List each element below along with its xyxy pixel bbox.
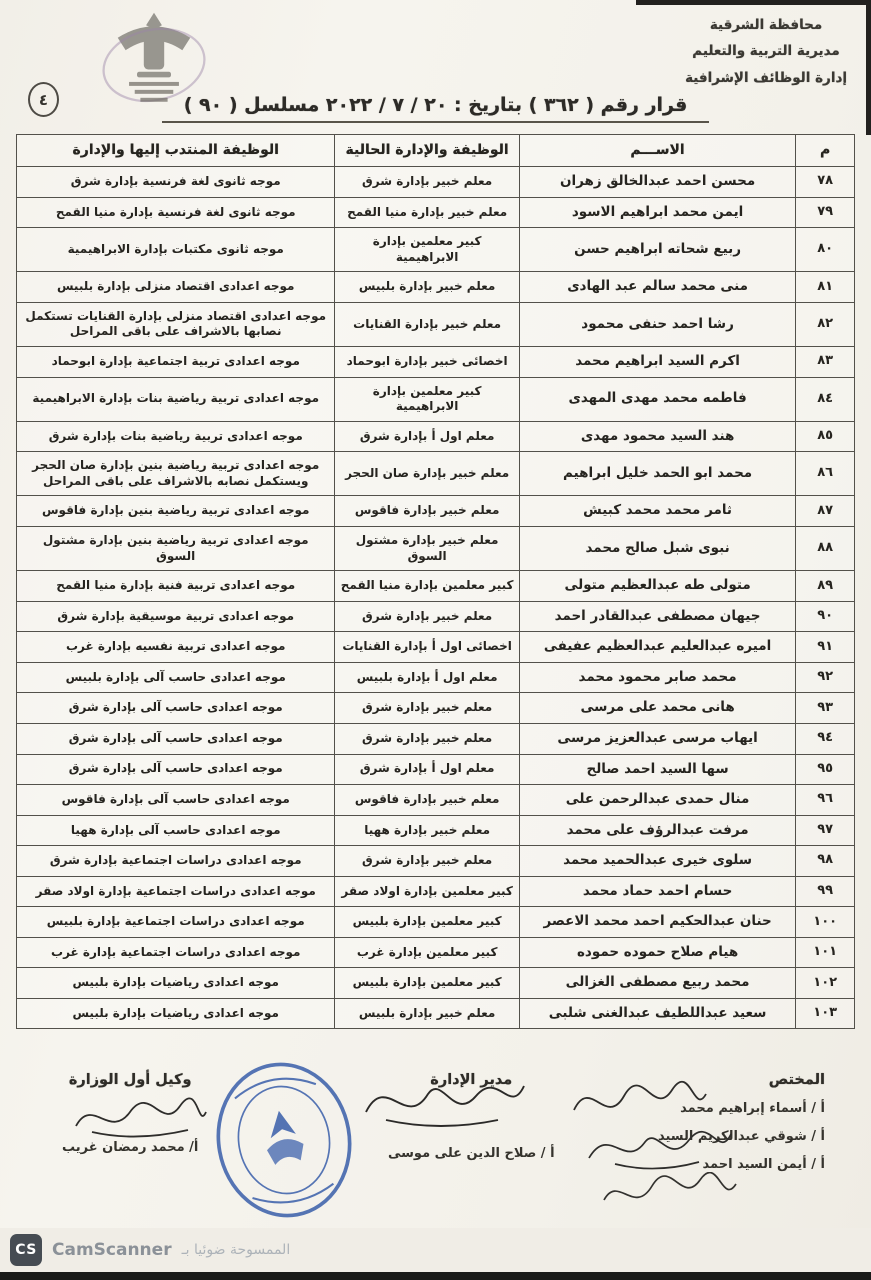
table-row — [17, 167, 855, 198]
row-current-position: كبير معلمين بإدارة بلبيس — [335, 968, 519, 999]
row-serial-number: ١٠٣ — [796, 998, 855, 1029]
row-employee-name: هانى محمد على مرسى — [519, 693, 796, 724]
scan-edge-artifact-top — [636, 0, 871, 5]
row-employee-name: هيام صلاح حموده حموده — [519, 937, 796, 968]
row-serial-number: ٩٨ — [796, 846, 855, 877]
camscanner-watermark-bar — [0, 1228, 871, 1272]
eagle-icon — [90, 6, 218, 108]
stamp-icon — [205, 1048, 363, 1232]
row-employee-name: ايمن محمد ابراهيم الاسود — [519, 197, 796, 228]
row-serial-number: ٩٢ — [796, 662, 855, 693]
col-header-serial: م — [796, 135, 855, 167]
row-current-position: معلم خبير بإدارة صان الحجر — [335, 452, 519, 496]
row-serial-number: ٧٩ — [796, 197, 855, 228]
org-line-directorate: مديرية التربية والتعليم — [692, 43, 840, 60]
row-seconded-position: موجه اعدادى دراسات اجتماعية بإدارة غرب — [17, 937, 335, 968]
row-serial-number: ٩٧ — [796, 815, 855, 846]
row-serial-number: ٨٩ — [796, 571, 855, 602]
decree-title — [0, 94, 871, 123]
org-header — [685, 12, 847, 91]
table-row — [17, 693, 855, 724]
row-employee-name: منى محمد سالم عبد الهادى — [519, 272, 796, 303]
table-row — [17, 876, 855, 907]
table-row — [17, 347, 855, 378]
table-row — [17, 452, 855, 496]
table-row — [17, 632, 855, 663]
table-row — [17, 377, 855, 421]
director-title: مدير الإدارة — [430, 1072, 513, 1088]
row-employee-name: متولى طه عبدالعظيم متولى — [519, 571, 796, 602]
row-employee-name: اكرم السيد ابراهيم محمد — [519, 347, 796, 378]
row-serial-number: ١٠٢ — [796, 968, 855, 999]
undersecretary-title: وكيل أول الوزارة — [68, 1072, 192, 1088]
row-current-position: معلم خبير بإدارة شرق — [335, 723, 519, 754]
row-seconded-position: موجه اعدادى تربية فنية بإدارة منيا القمح — [17, 571, 335, 602]
row-employee-name: رشا احمد حنفى محمود — [519, 302, 796, 346]
row-seconded-position: موجه اعدادى حاسب آلى بإدارة شرق — [17, 754, 335, 785]
director-block — [388, 1072, 555, 1161]
row-serial-number: ٧٨ — [796, 167, 855, 198]
table-row — [17, 815, 855, 846]
table-row — [17, 937, 855, 968]
undersecretary-name: أ/ محمد رمضان غريب — [62, 1140, 199, 1155]
table-row — [17, 496, 855, 527]
row-current-position: معلم اول أ بإدارة بلبيس — [335, 662, 519, 693]
row-serial-number: ٩٠ — [796, 601, 855, 632]
row-seconded-position: موجه ثانوى مكتبات بإدارة الابراهيمية — [17, 228, 335, 272]
row-serial-number: ٩٥ — [796, 754, 855, 785]
row-current-position: كبير معلمين بإدارة الابراهيمية — [335, 228, 519, 272]
row-seconded-position: موجه اعدادى تربية اجتماعية بإدارة ابوحماد — [17, 347, 335, 378]
table-row — [17, 754, 855, 785]
row-employee-name: فاطمه محمد مهدى المهدى — [519, 377, 796, 421]
row-seconded-position: موجه اعدادى رياضيات بإدارة بلبيس — [17, 968, 335, 999]
row-current-position: معلم خبير بإدارة ههيا — [335, 815, 519, 846]
row-serial-number: ٩٤ — [796, 723, 855, 754]
row-serial-number: ١٠١ — [796, 937, 855, 968]
row-current-position: كبير معلمين بإدارة منيا القمح — [335, 571, 519, 602]
signatures-section — [0, 1062, 871, 1237]
director-name: أ / صلاح الدين على موسى — [388, 1146, 555, 1161]
row-serial-number: ٨٠ — [796, 228, 855, 272]
row-seconded-position: موجه اعدادى رياضيات بإدارة بلبيس — [17, 998, 335, 1029]
camscanner-caption: الممسوحة ضوئيا بـ — [181, 1242, 291, 1258]
row-seconded-position: موجه اعدادى اقتصاد منزلى بإدارة بلبيس — [17, 272, 335, 303]
official-round-stamp — [205, 1048, 363, 1232]
row-serial-number: ٨٧ — [796, 496, 855, 527]
row-current-position: معلم خبير بإدارة شرق — [335, 167, 519, 198]
row-employee-name: نبوى شبل صالح محمد — [519, 527, 796, 571]
row-current-position: معلم خبير بإدارة فاقوس — [335, 496, 519, 527]
undersecretary-block — [62, 1072, 198, 1155]
row-employee-name: سلوى خيرى عبدالحميد محمد — [519, 846, 796, 877]
row-current-position: كبير معلمين بإدارة بلبيس — [335, 907, 519, 938]
row-seconded-position: موجه اعدادى تربية رياضية بنات بإدارة الابراهيمية — [17, 377, 335, 421]
col-header-name: الاســـم — [519, 135, 796, 167]
table-row — [17, 527, 855, 571]
row-serial-number: ٩١ — [796, 632, 855, 663]
row-employee-name: سعيد عبداللطيف عبدالغنى شلبى — [519, 998, 796, 1029]
row-employee-name: ربيع شحاته ابراهيم حسن — [519, 228, 796, 272]
row-seconded-position: موجه اعدادى تربية رياضية بنين بإدارة مشتول السوق — [17, 527, 335, 571]
scan-edge-artifact-bottom — [0, 1272, 871, 1280]
row-seconded-position: موجه اعدادى تربية موسيقية بإدارة شرق — [17, 601, 335, 632]
row-employee-name: سها السيد احمد صالح — [519, 754, 796, 785]
table-body — [17, 167, 855, 1029]
row-serial-number: ٩٣ — [796, 693, 855, 724]
row-serial-number: ٨٢ — [796, 302, 855, 346]
row-serial-number: ٨٦ — [796, 452, 855, 496]
row-current-position: معلم خبير بإدارة شرق — [335, 693, 519, 724]
table-row — [17, 998, 855, 1029]
row-serial-number: ٨٤ — [796, 377, 855, 421]
table-row — [17, 907, 855, 938]
row-employee-name: محسن احمد عبدالخالق زهران — [519, 167, 796, 198]
decree-title-text: قرار رقم ( ٣٦٢ ) بتاريخ : ٢٠ / ٧ / ٢٠٢٢ مسلسل ( ٩٠ ) — [162, 94, 710, 123]
row-current-position: اخصائى اول أ بإدارة القنايات — [335, 632, 519, 663]
row-employee-name: اميره عبدالعليم عبدالعظيم عفيفى — [519, 632, 796, 663]
row-seconded-position: موجه اعدادى اقتصاد منزلى بإدارة القنايات تستكمل نصابها بالاشراف على باقى المراحل — [17, 302, 335, 346]
row-serial-number: ٩٩ — [796, 876, 855, 907]
table-row — [17, 662, 855, 693]
row-seconded-position: موجه اعدادى حاسب آلى بإدارة ههيا — [17, 815, 335, 846]
row-employee-name: محمد ابو الحمد خليل ابراهيم — [519, 452, 796, 496]
row-current-position: معلم خبير بإدارة بلبيس — [335, 998, 519, 1029]
table-row — [17, 968, 855, 999]
row-seconded-position: موجه اعدادى حاسب آلى بإدارة شرق — [17, 693, 335, 724]
row-employee-name: مرفت عبدالرؤف على محمد — [519, 815, 796, 846]
row-seconded-position: موجه اعدادى دراسات اجتماعية بإدارة شرق — [17, 846, 335, 877]
row-current-position: معلم خبير بإدارة بلبيس — [335, 272, 519, 303]
table-head — [17, 135, 855, 167]
row-current-position: اخصائى خبير بإدارة ابوحماد — [335, 347, 519, 378]
row-employee-name: حنان عبدالحكيم احمد محمد الاعصر — [519, 907, 796, 938]
row-seconded-position: موجه ثانوى لغة فرنسية بإدارة منيا القمح — [17, 197, 335, 228]
org-line-governorate: محافظة الشرقية — [709, 17, 823, 33]
table-row — [17, 723, 855, 754]
row-employee-name: ايهاب مرسى عبدالعزيز مرسى — [519, 723, 796, 754]
row-employee-name: جيهان مصطفى عبدالقادر احمد — [519, 601, 796, 632]
row-employee-name: حسام احمد حماد محمد — [519, 876, 796, 907]
row-seconded-position: موجه اعدادى تربية رياضية بنين بإدارة فاقوس — [17, 496, 335, 527]
table-row — [17, 571, 855, 602]
row-current-position: كبير معلمين بإدارة غرب — [335, 937, 519, 968]
table-row — [17, 197, 855, 228]
row-current-position: معلم خبير بإدارة شرق — [335, 601, 519, 632]
row-seconded-position: موجه اعدادى حاسب آلى بإدارة فاقوس — [17, 785, 335, 816]
specialist-title: المختص — [768, 1072, 825, 1088]
specialist-name-1: أ / أسماء إبراهيم محمد — [680, 1101, 825, 1116]
row-employee-name: هند السيد محمود مهدى — [519, 421, 796, 452]
row-seconded-position: موجه اعدادى حاسب آلى بإدارة شرق — [17, 723, 335, 754]
row-current-position: معلم خبير بإدارة فاقوس — [335, 785, 519, 816]
row-employee-name: منال حمدى عبدالرحمن على — [519, 785, 796, 816]
row-serial-number: ٨٥ — [796, 421, 855, 452]
row-serial-number: ٩٦ — [796, 785, 855, 816]
table-row — [17, 785, 855, 816]
egypt-eagle-emblem — [90, 6, 218, 108]
table-header-row — [17, 135, 855, 167]
table-row — [17, 601, 855, 632]
row-current-position: معلم اول أ بإدارة شرق — [335, 754, 519, 785]
row-current-position: كبير معلمين بإدارة اولاد صقر — [335, 876, 519, 907]
specialist-block — [658, 1072, 825, 1172]
row-seconded-position: موجه اعدادى دراسات اجتماعية بإدارة بلبيس — [17, 907, 335, 938]
table-row — [17, 846, 855, 877]
row-seconded-position: موجه اعدادى تربية رياضية بنات بإدارة شرق — [17, 421, 335, 452]
row-employee-name: محمد صابر محمود محمد — [519, 662, 796, 693]
row-seconded-position: موجه ثانوى لغة فرنسية بإدارة شرق — [17, 167, 335, 198]
row-serial-number: ٨٣ — [796, 347, 855, 378]
row-seconded-position: موجه اعدادى دراسات اجتماعية بإدارة اولاد صقر — [17, 876, 335, 907]
row-serial-number: ٨١ — [796, 272, 855, 303]
page-number: ٤ — [28, 82, 59, 117]
table-row — [17, 302, 855, 346]
row-current-position: معلم خبير بإدارة القنايات — [335, 302, 519, 346]
col-header-seconded-position: الوظيفة المنتدب إليها والإدارة — [17, 135, 335, 167]
col-header-current-position: الوظيفة والإدارة الحالية — [335, 135, 519, 167]
row-current-position: كبير معلمين بإدارة الابراهيمية — [335, 377, 519, 421]
row-serial-number: ٨٨ — [796, 527, 855, 571]
row-current-position: معلم اول أ بإدارة شرق — [335, 421, 519, 452]
table-row — [17, 228, 855, 272]
camscanner-logo-icon: CS — [10, 1234, 42, 1266]
row-employee-name: محمد ربيع مصطفى الغزالى — [519, 968, 796, 999]
row-seconded-position: موجه اعدادى تربية نفسيه بإدارة غرب — [17, 632, 335, 663]
row-seconded-position: موجه اعدادى تربية رياضية بنين بإدارة صان الحجر ويستكمل نصابه بالاشراف على باقى المراحل — [17, 452, 335, 496]
row-serial-number: ١٠٠ — [796, 907, 855, 938]
row-seconded-position: موجه اعدادى حاسب آلى بإدارة بلبيس — [17, 662, 335, 693]
row-employee-name: ثامر محمد محمد كبيش — [519, 496, 796, 527]
specialist-name-3: أ / أيمن السيد احمد — [702, 1157, 825, 1172]
table-row — [17, 421, 855, 452]
row-current-position: معلم خبير بإدارة مشتول السوق — [335, 527, 519, 571]
row-current-position: معلم خبير بإدارة منيا القمح — [335, 197, 519, 228]
org-line-administration: إدارة الوظائف الإشرافية — [685, 69, 847, 86]
camscanner-brand: CamScanner — [52, 1240, 172, 1260]
secondment-table — [16, 134, 855, 1029]
specialist-name-2: أ / شوقي عبدالكريم السيد — [657, 1129, 825, 1144]
table-row — [17, 272, 855, 303]
signature-scribble — [600, 1172, 740, 1216]
row-current-position: معلم خبير بإدارة شرق — [335, 846, 519, 877]
